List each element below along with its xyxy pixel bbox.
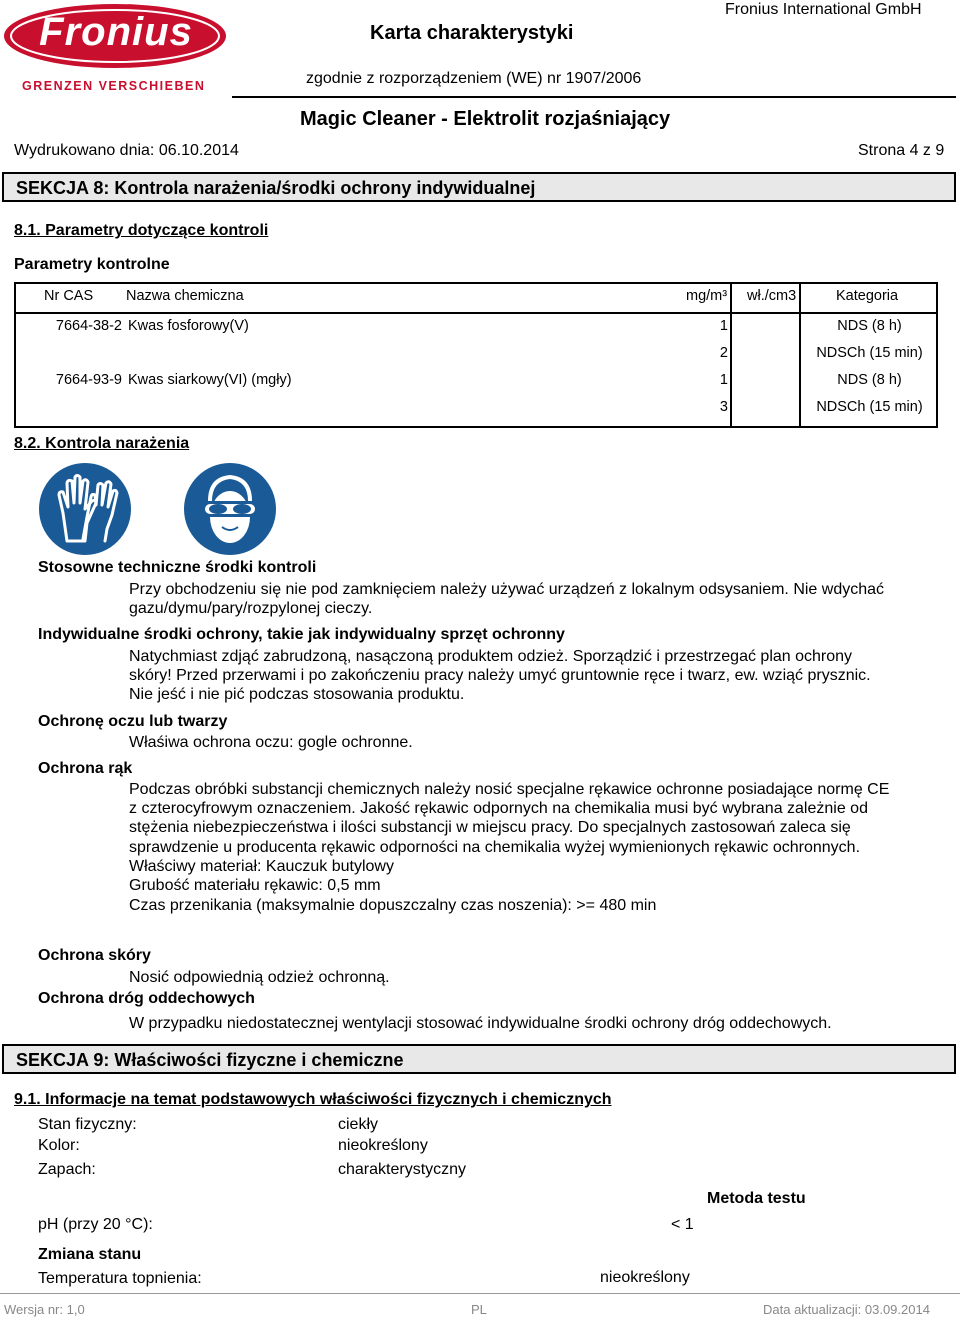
- page-number: Strona 4 z 9: [858, 142, 945, 159]
- goggles-pictogram-icon: [182, 461, 278, 557]
- color-value: nieokreślony: [338, 1137, 428, 1154]
- subsection-9-1: 9.1. Informacje na temat podstawowych właściwości fizycznych i chemicznych: [14, 1091, 612, 1108]
- hand-protection-breakthrough: Czas przenikania (maksymalnie dopuszczalny czas noszenia): >= 480 min: [129, 897, 657, 914]
- chemical-name: Kwas fosforowy(V): [128, 318, 249, 334]
- regulation-text: zgodnie z rozporządzeniem (WE) nr 1907/2006: [306, 70, 642, 87]
- engineering-controls-line-2: gazu/dymu/pary/rozpylonej cieczy.: [129, 600, 373, 617]
- print-date: Wydrukowano dnia: 06.10.2014: [14, 142, 239, 159]
- footer-update-date: Data aktualizacji: 03.09.2014: [763, 1302, 930, 1317]
- test-method-header: Metoda testu: [707, 1190, 806, 1207]
- skin-protection-title: Ochrona skóry: [38, 947, 151, 964]
- mg-value: 1: [719, 372, 728, 388]
- melting-point-label: Temperatura topnienia:: [38, 1270, 202, 1287]
- gloves-pictogram-icon: [37, 461, 133, 557]
- skin-protection-text: Nosić odpowiednią odzież ochronną.: [129, 969, 390, 986]
- odor-label: Zapach:: [38, 1161, 96, 1178]
- ph-value: < 1: [671, 1216, 694, 1233]
- category: NDSCh (15 min): [816, 345, 923, 361]
- color-label: Kolor:: [38, 1137, 80, 1154]
- individual-protection-title: Indywidualne środki ochrony, takie jak indywidualny sprzęt ochronny: [38, 626, 565, 643]
- col-header-wl: wł./cm3: [747, 288, 797, 304]
- engineering-controls-line-1: Przy obchodzeniu się nie pod zamknięciem należy używać urządzeń z lokalnym odsysaniem. Nie wdychać: [129, 581, 885, 598]
- cas-number: 7664-38-2: [55, 318, 122, 334]
- category: NDS (8 h): [837, 372, 902, 388]
- physical-state-value: ciekły: [338, 1116, 379, 1133]
- hand-protection-material: Właściwy materiał: Kauczuk butylowy: [129, 858, 394, 875]
- physical-state-label: Stan fizyczny:: [38, 1116, 137, 1133]
- respiratory-protection-title: Ochrona dróg oddechowych: [38, 990, 255, 1007]
- hand-protection-line-3: stężenia niebezpieczeństwa i ilości substancji w miejscu pracy. Do specjalnych zastosowań zaleca się: [129, 819, 851, 836]
- hand-protection-line-2: z czterocyfrowym oznaczeniem. Jakość rękawic odpornych na chemikalia musi być wybrana zależnie od: [129, 800, 868, 817]
- subsection-8-2: 8.2. Kontrola narażenia: [14, 435, 190, 452]
- individual-protection-line-3: Nie jeść i nie pić podczas stosowania produktu.: [129, 686, 465, 703]
- footer-language: PL: [471, 1302, 487, 1317]
- mg-value: 1: [719, 318, 728, 334]
- col-header-mg: mg/m³: [686, 288, 728, 304]
- respiratory-protection-text: W przypadku niedostatecznej wentylacji stosować indywidualne środki ochrony dróg oddechowych.: [129, 1015, 832, 1032]
- mg-value: 3: [719, 399, 728, 415]
- category: NDS (8 h): [837, 318, 902, 334]
- col-header-cas: Nr CAS: [44, 288, 94, 304]
- hand-protection-line-1: Podczas obróbki substancji chemicznych należy nosić specjalne rękawice ochronne posiadające normę CE: [129, 781, 890, 798]
- col-header-name: Nazwa chemiczna: [126, 288, 244, 304]
- hand-protection-line-4: sprawdzenie u producenta rękawic odporności na chemikalia wyżej wymienionych rękawic ochronnych.: [129, 839, 861, 856]
- subsection-8-1: 8.1. Parametry dotyczące kontroli: [14, 222, 269, 239]
- hand-protection-thickness: Grubość materiału rękawic: 0,5 mm: [129, 877, 381, 894]
- eye-protection-title: Ochronę oczu lub twarzy: [38, 713, 228, 730]
- header-divider-top: [232, 96, 956, 98]
- melting-point-value: nieokreślony: [600, 1269, 690, 1286]
- chemical-name: Kwas siarkowy(VI) (mgły): [128, 372, 292, 388]
- state-change-title: Zmiana stanu: [38, 1246, 142, 1263]
- footer-divider: [0, 1293, 960, 1294]
- category: NDSCh (15 min): [816, 399, 923, 415]
- eye-protection-text: Właśiwa ochrona oczu: gogle ochronne.: [129, 734, 413, 751]
- product-name: Magic Cleaner - Elektrolit rozjaśniający: [300, 108, 671, 130]
- col-header-category: Kategoria: [836, 288, 899, 304]
- individual-protection-line-1: Natychmiast zdjąć zabrudzoną, nasączoną produktem odzież. Sporządzić i przestrzegać plan ochrony: [129, 648, 853, 665]
- table-col-divider-1: [730, 282, 732, 428]
- logo-tagline: GRENZEN VERSCHIEBEN: [22, 79, 206, 93]
- company-name: Fronius International GmbH: [725, 1, 922, 18]
- control-params-label: Parametry kontrolne: [14, 256, 170, 273]
- ph-label: pH (przy 20 °C):: [38, 1216, 153, 1233]
- document-title: Karta charakterystyki: [370, 22, 574, 44]
- mg-value: 2: [719, 345, 728, 361]
- footer-version: Wersja nr: 1,0: [4, 1302, 85, 1317]
- section-9-title: SEKCJA 9: Właściwości fizyczne i chemiczne: [2, 1044, 956, 1074]
- cas-number: 7664-93-9: [55, 372, 122, 388]
- individual-protection-line-2: skóry! Przed przerwami i po zakończeniu pracy należy umyć gruntownie ręce i twarz, ew. wziąć prysznic.: [129, 667, 871, 684]
- logo-text: Fronius: [39, 10, 193, 54]
- engineering-controls-title: Stosowne techniczne środki kontroli: [38, 559, 317, 576]
- odor-value: charakterystyczny: [338, 1161, 467, 1178]
- section-8-title: SEKCJA 8: Kontrola narażenia/środki ochrony indywidualnej: [2, 172, 956, 202]
- hand-protection-title: Ochrona rąk: [38, 760, 133, 777]
